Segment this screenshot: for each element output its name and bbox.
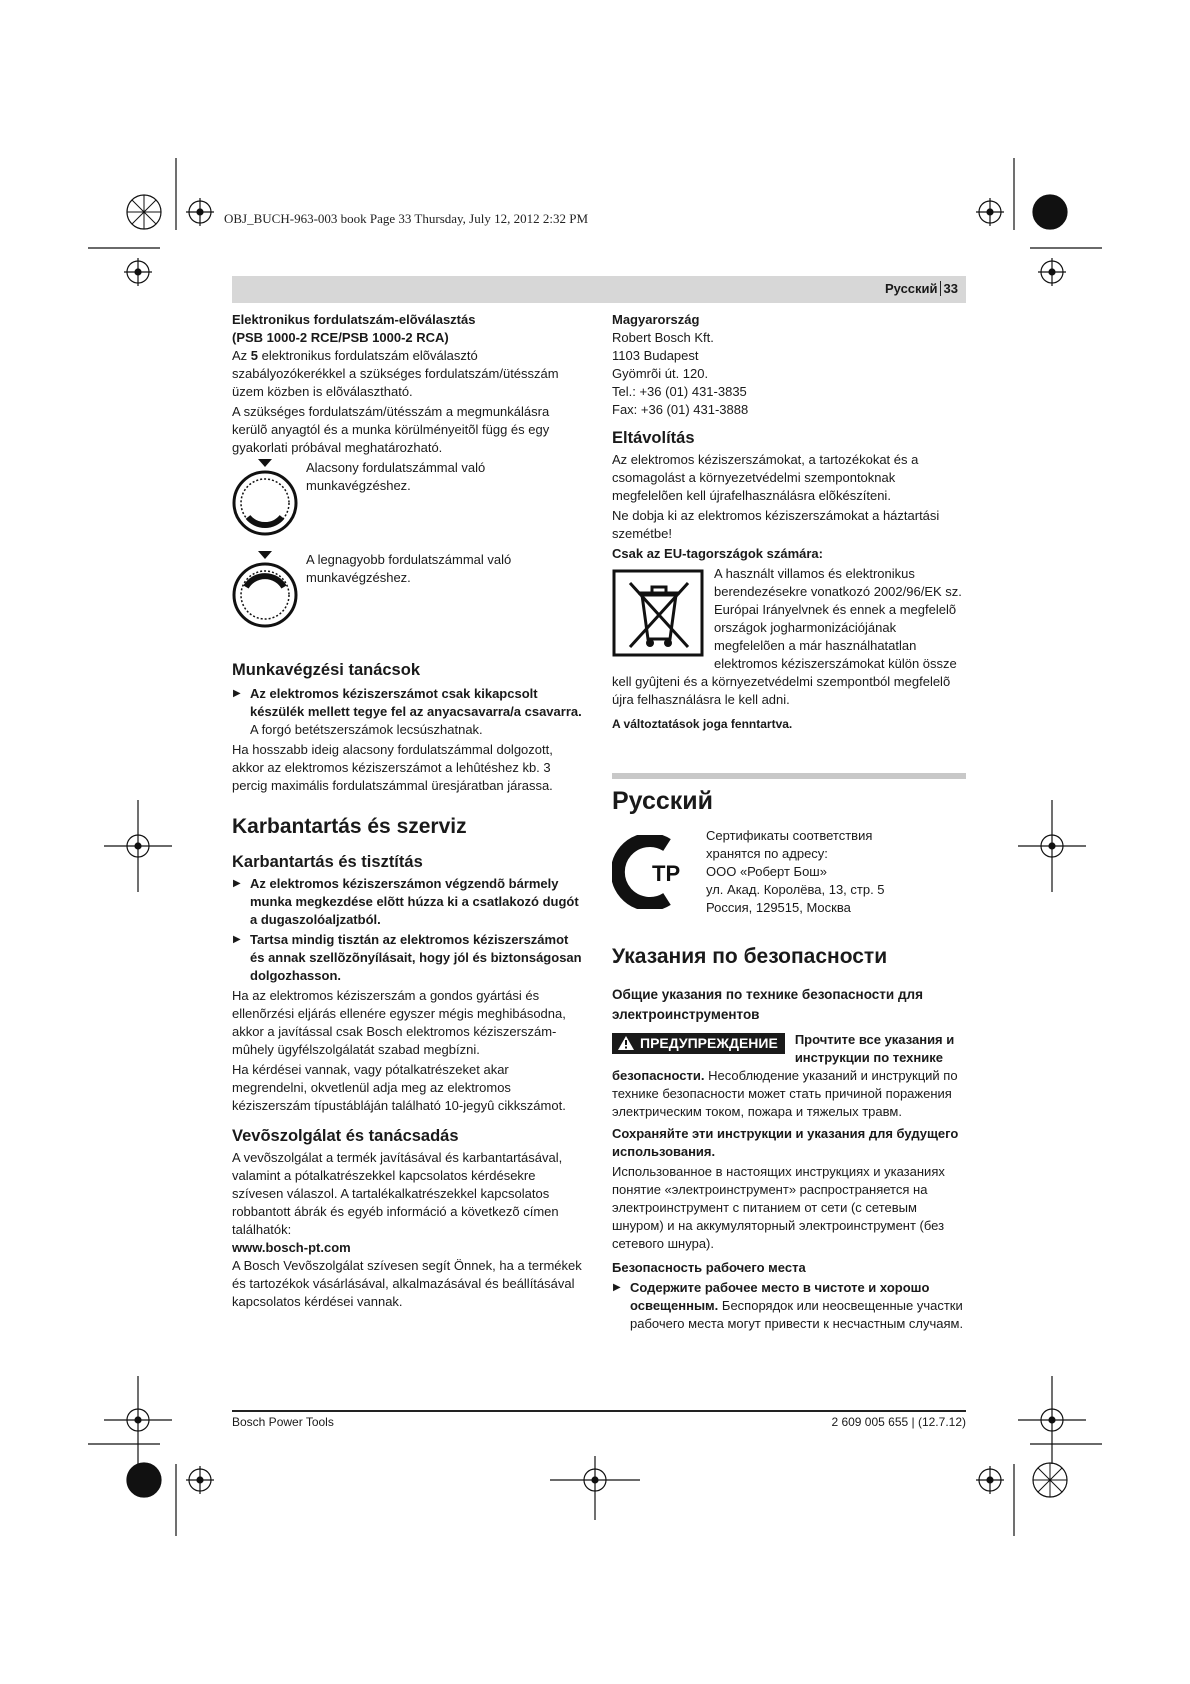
- cert-line: ул. Акад. Королёва, 13, стр. 5: [706, 882, 885, 897]
- maintenance-bullet-2: ▶ Tartsa mindig tisztán az elektromos kéziszerszámot és annak szellõzõnyílásait, hogy jól és biztonságosan dolgozhasson.: [233, 932, 582, 983]
- eac-certification-logo: [612, 835, 686, 909]
- file-info-line: OBJ_BUCH-963-003 book Page 33 Thursday, July 12, 2012 2:32 PM: [224, 211, 589, 226]
- bullet-arrow-icon: ▶: [613, 1282, 621, 1293]
- address-line: 1103 Budapest: [612, 348, 699, 363]
- cert-line: Сертификаты соответствия: [706, 828, 873, 843]
- page-header-bar: [232, 276, 966, 303]
- weee-block: [612, 565, 966, 709]
- dial-low-speed-icon: [232, 459, 298, 549]
- warning-text: Прочтите все указания и инструкции по технике безопасности. Несоблюдение указаний и инструкций по технике безопасности может стать причиной поражения электрическим током, пожара и тяжелых травм.: [612, 1032, 958, 1119]
- maintenance-title: Karbantartás és tisztítás: [232, 853, 423, 871]
- address-fax: Fax: +36 (01) 431-3888: [612, 402, 749, 417]
- cert-line: хранятся по адресу:: [706, 846, 828, 861]
- eu-title: Csak az EU-tagországok számára:: [612, 546, 823, 561]
- cert-line: Россия, 129515, Москва: [706, 900, 851, 915]
- workplace-bullet: ▶ Содержите рабочее место в чистоте и хорошо освещенным. Беспорядок или неосвещенные участки рабочего места могут привести к несчастным случаям.: [613, 1280, 964, 1331]
- country-title: Magyarország: [612, 312, 700, 327]
- tips-title: Munkavégzési tanácsok: [232, 661, 420, 679]
- workplace-title: Безопасность рабочего места: [612, 1260, 806, 1275]
- svg-text:ТР: ТР: [652, 861, 681, 886]
- bullet-arrow-icon: ▶: [233, 688, 241, 699]
- warning-badge: ПРЕДУПРЕЖДЕНИЕ: [612, 1033, 785, 1054]
- general-safety-title: Общие указания по технике безопасности для электроинструментов: [612, 987, 923, 1022]
- disposal-paragraph-1: Az elektromos kéziszerszámokat, a tartozékokat és a csomagolást a környezetvédelmi szempontoknak megfelelõen kell újrafelhasználásra elõkészíteni.: [612, 452, 919, 503]
- dial-low-text: Alacsony fordulatszámmal való munkavégzéshez.: [306, 460, 486, 493]
- tips-paragraph: Ha hosszabb ideig alacsony fordulatszámmal dolgozott, akkor az elektromos kéziszerszámot a lehûtéshez kb. 3 percig maximális fordulatszámmal üresjáratban járassa.: [232, 742, 553, 793]
- speed-paragraph-1: Az 5 elektronikus fordulatszám elõválasztó szabályozókerékkel a szükséges fordulatszám/ütésszám üzem közben is elõválasztható.: [232, 348, 559, 399]
- address-phone: Tel.: +36 (01) 431-3835: [612, 384, 747, 399]
- rights-notice: A változtatások joga fenntartva.: [612, 717, 793, 731]
- dial-high-row: [232, 551, 584, 649]
- tips-bullet: ▶ Az elektromos kéziszerszámot csak kikapcsolt készülék mellett tegye fel az anyacsavarra/a csavarra. A forgó betétszerszámok lecsúszhatnak.: [233, 686, 582, 737]
- speed-title-2: (PSB 1000-2 RCE/PSB 1000-2 RCA): [232, 330, 449, 345]
- speed-paragraph-2: A szükséges fordulatszám/ütésszám a megmunkálásra kerülõ anyagtól és a munka körülményeitõl függ és egy gyakorlati próbával meghatározható.: [232, 404, 550, 455]
- page-number: 33: [940, 281, 958, 296]
- service-title: Karbantartás és szerviz: [232, 815, 467, 838]
- customer-service-title: Vevõszolgálat és tanácsadás: [232, 1127, 459, 1145]
- maintenance-paragraph-2: Ha kérdései vannak, vagy pótalkatrészeket akar megrendelni, okvetlenül adja meg az elektromos kéziszerszám típustábláján található 10-jegyû cikkszámot.: [232, 1062, 566, 1113]
- dial-low-row: [232, 459, 584, 549]
- left-column: [232, 311, 584, 1311]
- term-paragraph: Использованное в настоящих инструкциях и указаниях понятие «электроинструмент» распространяется на электроинструмент с питанием от сети (с сетевым шнуром) и на аккумуляторный электроинструмент (без сетевого шнура).: [612, 1164, 945, 1251]
- russian-title: Русский: [612, 787, 714, 815]
- crossed-bin-icon: [612, 569, 704, 657]
- customer-service-paragraph-2: A Bosch Vevõszolgálat szívesen segít Önnek, ha a termékek és tartozékok vásárlásával, alkalmazásával és beállításával kapcsolatos kérdései vannak.: [232, 1258, 582, 1309]
- speed-title-1: Elektronikus fordulatszám-elõválasztás: [232, 312, 476, 327]
- eu-text: A használt villamos és elektronikus berendezésekre vonatkozó 2002/96/EK sz. Európai Irányelvnek és ennek a megfelelõ országok jogharmonizációjának megfelelõen a már használhatatlan elektromos kéziszerszámokat külön össze kell gyûjteni és a környezetvédelmi szempontból megfelelõ újra felhasználásra le kell adni.: [612, 566, 962, 707]
- address-line: Robert Bosch Kft.: [612, 330, 714, 345]
- certificate-block: [612, 827, 966, 927]
- safety-title: Указания по безопасности: [612, 945, 888, 968]
- address-line: Gyömrõi út. 120.: [612, 366, 709, 381]
- dial-high-text: A legnagyobb fordulatszámmal való munkavégzéshez.: [306, 552, 512, 585]
- footer-doc-number: 2 609 005 655 | (12.7.12): [831, 1415, 966, 1429]
- footer-brand: Bosch Power Tools: [232, 1415, 334, 1429]
- maintenance-paragraph-1: Ha az elektromos kéziszerszám a gondos gyártási és ellenõrzési eljárás ellenére egyszer mégis meghibásodna, akkor a javítással csak Bosch elektromos kéziszerszám-mûhely ügyfélszolgálatát szabad megbízni.: [232, 988, 566, 1057]
- section-divider: [612, 773, 966, 779]
- dial-high-speed-icon: [232, 551, 298, 641]
- cert-line: ООО «Роберт Бош»: [706, 864, 827, 879]
- right-column: [612, 311, 966, 1333]
- bullet-arrow-icon: ▶: [233, 934, 241, 945]
- bullet-arrow-icon: ▶: [233, 878, 241, 889]
- maintenance-bullet-1: ▶ Az elektromos kéziszerszámon végzendõ bármely munka megkezdése elõtt húzza ki a csatlakozó dugót a dugaszolóaljzatból.: [233, 876, 579, 927]
- disposal-title: Eltávolítás: [612, 429, 695, 447]
- disposal-paragraph-2: Ne dobja ki az elektromos kéziszerszámokat a háztartási szemétbe!: [612, 508, 940, 541]
- warning-triangle-icon: [618, 1036, 634, 1050]
- footer-rule: [232, 1410, 966, 1412]
- keep-instructions-title: Сохраняйте эти инструкции и указания для будущего использования.: [612, 1126, 959, 1159]
- warning-block: [612, 1031, 966, 1121]
- customer-service-paragraph-1: A vevõszolgálat a termék javításával és karbantartásával, valamint a pótalkatrészekkel kapcsolatos kérdésekre szívesen válaszol. A tartalékalkatrészekkel kapcsolatos robbantott ábrák és egyéb információ a következõ címen találhatók:: [232, 1150, 563, 1237]
- customer-service-url[interactable]: www.bosch-pt.com: [232, 1240, 351, 1255]
- page-language: Русский: [885, 281, 938, 296]
